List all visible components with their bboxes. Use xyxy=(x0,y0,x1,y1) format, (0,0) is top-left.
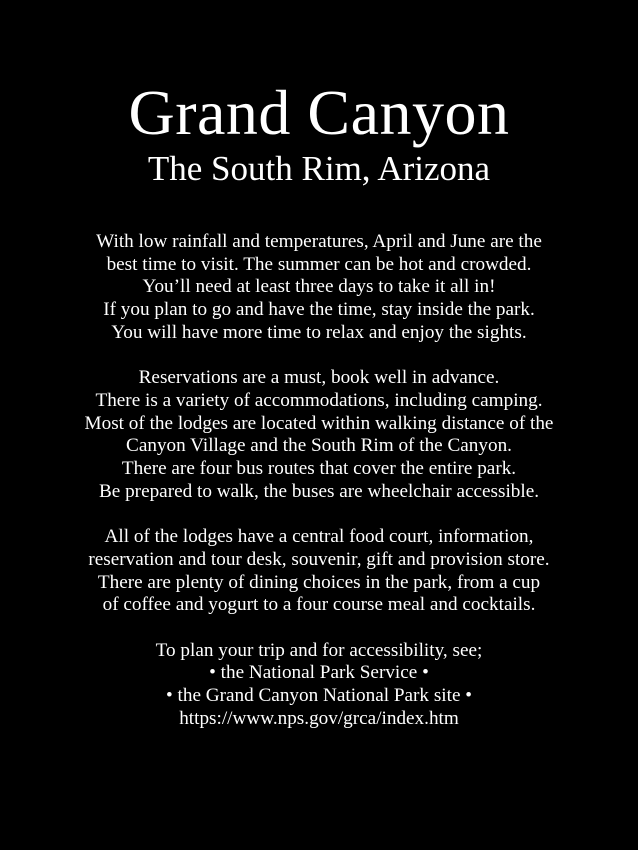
body-text xyxy=(0,231,638,753)
text-line: If you plan to go and have the time, stay inside the park. xyxy=(103,299,535,321)
text-line: All of the lodges have a central food court, information, xyxy=(104,526,534,548)
page-subtitle: The South Rim, Arizona xyxy=(147,149,491,188)
text-line: Reservations are a must, book well in advance. xyxy=(138,367,500,389)
link-national-park-service[interactable]: • the National Park Service • xyxy=(209,662,429,684)
paragraph-reservations xyxy=(0,367,638,503)
paragraph-plan-trip xyxy=(0,640,638,731)
text-line: Be prepared to walk, the buses are wheelchair accessible. xyxy=(98,480,540,502)
link-grand-canyon-park-site[interactable]: • the Grand Canyon National Park site • xyxy=(166,685,472,707)
link-nps-url[interactable]: https://www.nps.gov/grca/index.htm xyxy=(179,707,459,729)
text-line: You will have more time to relax and enjoy the sights. xyxy=(111,321,527,343)
text-line: Canyon Village and the South Rim of the Canyon. xyxy=(126,435,512,457)
text-line: There is a variety of accommodations, including camping. xyxy=(95,389,543,411)
text-line: To plan your trip and for accessibility, see; xyxy=(155,639,483,661)
paragraph-when-to-visit xyxy=(0,231,638,345)
text-line: There are plenty of dining choices in the park, from a cup xyxy=(97,571,541,593)
text-line: of coffee and yogurt to a four course meal and cocktails. xyxy=(102,594,536,616)
text-line: reservation and tour desk, souvenir, gift and provision store. xyxy=(88,548,550,570)
text-line: Most of the lodges are located within walking distance of the xyxy=(84,412,554,434)
page-title: Grand Canyon xyxy=(128,77,510,148)
text-line: With low rainfall and temperatures, April and June are the xyxy=(96,231,542,252)
text-line: best time to visit. The summer can be hot and crowded. xyxy=(106,253,532,275)
text-line: You’ll need at least three days to take it all in! xyxy=(142,276,496,298)
text-line: There are four bus routes that cover the entire park. xyxy=(121,458,517,480)
paragraph-lodges xyxy=(0,526,638,617)
